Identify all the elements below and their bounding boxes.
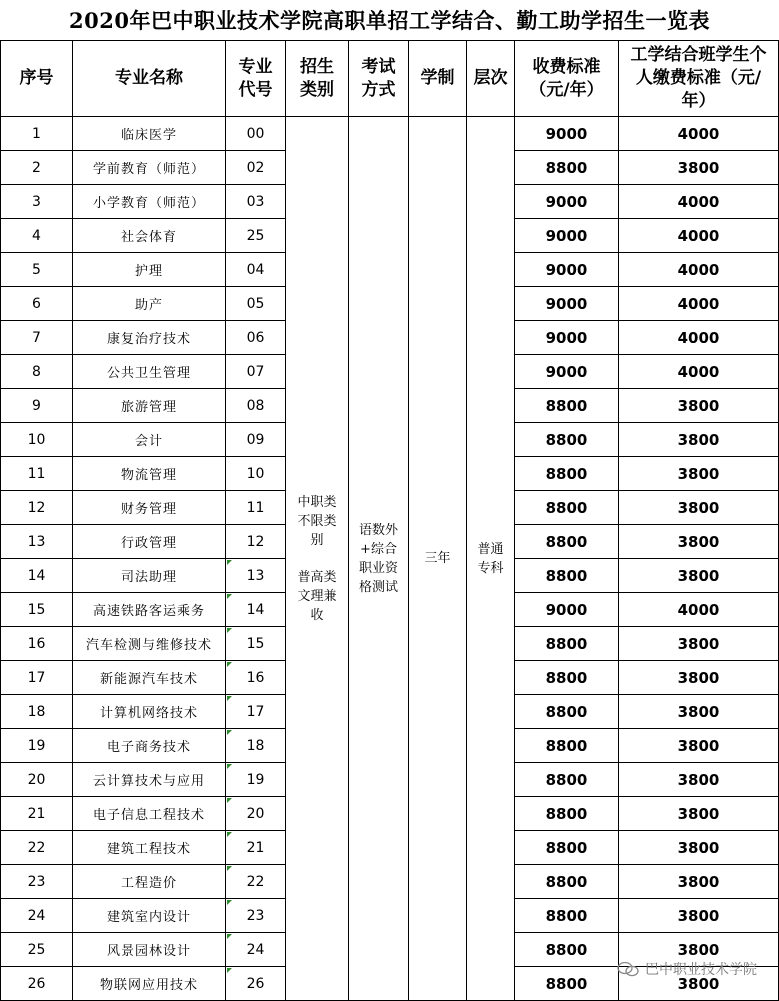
merged-category xyxy=(286,117,349,1001)
row-code-text: 14 xyxy=(246,601,265,618)
row-major-name: 电子信息工程技术 xyxy=(73,797,226,831)
row-major-name: 汽车检测与维修技术 xyxy=(73,627,226,661)
row-fee: 8800 xyxy=(515,967,619,1001)
row-seq: 3 xyxy=(1,185,73,219)
row-work-fee: 3800 xyxy=(619,763,779,797)
row-seq: 2 xyxy=(1,151,73,185)
row-major-code xyxy=(226,627,286,661)
row-code-text: 18 xyxy=(246,737,265,754)
row-seq: 8 xyxy=(1,355,73,389)
row-major-code xyxy=(226,253,286,287)
row-work-fee: 3800 xyxy=(619,729,779,763)
category-line-2: 普高类文理兼收 xyxy=(297,569,337,623)
header-work-fee: 工学结合班学生个人缴费标准（元/年） xyxy=(619,41,779,117)
cell-comment-marker xyxy=(227,798,232,803)
header-row xyxy=(1,41,779,117)
row-work-fee: 3800 xyxy=(619,865,779,899)
cell-comment-marker xyxy=(227,866,232,871)
row-major-code xyxy=(226,763,286,797)
row-fee: 9000 xyxy=(515,355,619,389)
row-code-text: 21 xyxy=(246,839,265,856)
row-fee: 9000 xyxy=(515,593,619,627)
row-fee: 8800 xyxy=(515,559,619,593)
row-major-code xyxy=(226,967,286,1001)
cell-comment-marker xyxy=(227,968,232,973)
row-seq: 10 xyxy=(1,423,73,457)
row-major-name: 风景园林设计 xyxy=(73,933,226,967)
page-title: 2020年巴中职业技术学院高职单招工学结合、勤工助学招生一览表 xyxy=(69,8,710,33)
merged-exam xyxy=(349,117,409,1001)
row-major-code xyxy=(226,525,286,559)
row-major-name: 临床医学 xyxy=(73,117,226,151)
row-code-text: 20 xyxy=(246,805,265,822)
row-code-text: 08 xyxy=(246,397,265,414)
row-seq: 20 xyxy=(1,763,73,797)
row-major-name: 新能源汽车技术 xyxy=(73,661,226,695)
row-code-text: 23 xyxy=(246,907,265,924)
row-major-name: 小学教育（师范） xyxy=(73,185,226,219)
row-major-code xyxy=(226,219,286,253)
row-major-code xyxy=(226,865,286,899)
level-text: 普通专科 xyxy=(477,541,504,576)
row-major-name: 电子商务技术 xyxy=(73,729,226,763)
row-major-name: 护理 xyxy=(73,253,226,287)
watermark xyxy=(617,959,757,979)
row-code-text: 03 xyxy=(246,193,265,210)
row-work-fee: 3800 xyxy=(619,797,779,831)
row-work-fee: 3800 xyxy=(619,491,779,525)
wechat-icon xyxy=(617,962,639,977)
row-seq: 12 xyxy=(1,491,73,525)
cell-comment-marker xyxy=(227,662,232,667)
cell-comment-marker xyxy=(227,764,232,769)
row-code-text: 19 xyxy=(246,771,265,788)
row-code-text: 02 xyxy=(246,159,265,176)
row-code-text: 06 xyxy=(246,329,265,346)
row-seq: 18 xyxy=(1,695,73,729)
row-fee: 8800 xyxy=(515,457,619,491)
row-fee: 9000 xyxy=(515,321,619,355)
row-fee: 8800 xyxy=(515,661,619,695)
row-work-fee: 3800 xyxy=(619,899,779,933)
row-fee: 8800 xyxy=(515,627,619,661)
row-major-code xyxy=(226,729,286,763)
row-major-name: 高速铁路客运乘务 xyxy=(73,593,226,627)
row-major-code xyxy=(226,117,286,151)
header-name: 专业名称 xyxy=(73,41,226,117)
row-major-code xyxy=(226,491,286,525)
row-fee: 8800 xyxy=(515,763,619,797)
row-major-name: 建筑室内设计 xyxy=(73,899,226,933)
row-work-fee: 3800 xyxy=(619,151,779,185)
row-work-fee: 3800 xyxy=(619,423,779,457)
row-code-text: 17 xyxy=(246,703,265,720)
cell-comment-marker xyxy=(227,832,232,837)
merged-level xyxy=(467,117,515,1001)
cell-comment-marker xyxy=(227,560,232,565)
row-work-fee: 4000 xyxy=(619,355,779,389)
row-work-fee: 3800 xyxy=(619,695,779,729)
row-seq: 6 xyxy=(1,287,73,321)
row-fee: 8800 xyxy=(515,899,619,933)
header-level: 层次 xyxy=(467,41,515,117)
row-major-code xyxy=(226,797,286,831)
row-seq: 14 xyxy=(1,559,73,593)
row-major-name: 社会体育 xyxy=(73,219,226,253)
row-seq: 26 xyxy=(1,967,73,1001)
row-code-text: 05 xyxy=(246,295,265,312)
row-major-code xyxy=(226,355,286,389)
header-category: 招生类别 xyxy=(286,41,349,117)
row-major-code xyxy=(226,287,286,321)
row-major-code xyxy=(226,389,286,423)
row-code-text: 16 xyxy=(246,669,265,686)
row-seq: 13 xyxy=(1,525,73,559)
table-row xyxy=(1,117,779,151)
row-major-name: 助产 xyxy=(73,287,226,321)
row-major-code xyxy=(226,457,286,491)
row-code-text: 04 xyxy=(246,261,265,278)
row-work-fee: 4000 xyxy=(619,321,779,355)
row-fee: 9000 xyxy=(515,287,619,321)
row-fee: 9000 xyxy=(515,185,619,219)
header-code: 专业代号 xyxy=(226,41,286,117)
row-major-name: 行政管理 xyxy=(73,525,226,559)
row-fee: 8800 xyxy=(515,491,619,525)
row-code-text: 13 xyxy=(246,567,265,584)
row-code-text: 10 xyxy=(246,465,265,482)
header-exam: 考试方式 xyxy=(349,41,409,117)
row-seq: 23 xyxy=(1,865,73,899)
row-fee: 8800 xyxy=(515,389,619,423)
row-code-text: 15 xyxy=(246,635,265,652)
row-major-code xyxy=(226,423,286,457)
row-major-name: 云计算技术与应用 xyxy=(73,763,226,797)
row-major-name: 建筑工程技术 xyxy=(73,831,226,865)
row-fee: 8800 xyxy=(515,729,619,763)
row-code-text: 26 xyxy=(246,975,265,992)
row-major-code xyxy=(226,559,286,593)
row-work-fee: 3800 xyxy=(619,933,779,967)
row-seq: 16 xyxy=(1,627,73,661)
row-fee: 8800 xyxy=(515,525,619,559)
row-major-code xyxy=(226,593,286,627)
cell-comment-marker xyxy=(227,628,232,633)
row-major-name: 公共卫生管理 xyxy=(73,355,226,389)
cell-comment-marker xyxy=(227,934,232,939)
row-major-name: 旅游管理 xyxy=(73,389,226,423)
row-major-code xyxy=(226,933,286,967)
row-seq: 22 xyxy=(1,831,73,865)
row-major-code xyxy=(226,661,286,695)
row-code-text: 11 xyxy=(246,499,265,516)
row-work-fee: 3800 xyxy=(619,831,779,865)
row-fee: 9000 xyxy=(515,219,619,253)
watermark-text: 巴中职业技术学院 xyxy=(645,962,757,978)
row-work-fee: 4000 xyxy=(619,593,779,627)
row-work-fee: 4000 xyxy=(619,219,779,253)
row-code-text: 07 xyxy=(246,363,265,380)
row-work-fee: 3800 xyxy=(619,389,779,423)
row-code-text: 22 xyxy=(246,873,265,890)
row-work-fee: 4000 xyxy=(619,287,779,321)
row-work-fee: 3800 xyxy=(619,967,779,1001)
row-code-text: 00 xyxy=(246,125,265,142)
row-code-text: 09 xyxy=(246,431,265,448)
row-fee: 8800 xyxy=(515,865,619,899)
row-fee: 9000 xyxy=(515,253,619,287)
row-seq: 4 xyxy=(1,219,73,253)
row-work-fee: 4000 xyxy=(619,253,779,287)
row-major-code xyxy=(226,899,286,933)
row-fee: 8800 xyxy=(515,695,619,729)
row-major-name: 计算机网络技术 xyxy=(73,695,226,729)
header-seq: 序号 xyxy=(1,41,73,117)
row-seq: 9 xyxy=(1,389,73,423)
row-major-code xyxy=(226,321,286,355)
row-seq: 15 xyxy=(1,593,73,627)
enrollment-table xyxy=(0,40,779,1001)
row-work-fee: 3800 xyxy=(619,559,779,593)
row-seq: 19 xyxy=(1,729,73,763)
row-major-name: 物联网应用技术 xyxy=(73,967,226,1001)
row-seq: 21 xyxy=(1,797,73,831)
row-seq: 24 xyxy=(1,899,73,933)
row-major-name: 司法助理 xyxy=(73,559,226,593)
row-seq: 7 xyxy=(1,321,73,355)
row-seq: 17 xyxy=(1,661,73,695)
cell-comment-marker xyxy=(227,900,232,905)
row-seq: 1 xyxy=(1,117,73,151)
category-line-1: 中职类不限类别 xyxy=(297,494,337,548)
row-code-text: 25 xyxy=(246,227,265,244)
row-major-name: 学前教育（师范） xyxy=(73,151,226,185)
row-fee: 8800 xyxy=(515,831,619,865)
header-fee: 收费标准（元/年） xyxy=(515,41,619,117)
row-major-code xyxy=(226,695,286,729)
row-major-name: 财务管理 xyxy=(73,491,226,525)
cell-comment-marker xyxy=(227,696,232,701)
row-work-fee: 3800 xyxy=(619,525,779,559)
row-work-fee: 4000 xyxy=(619,117,779,151)
row-major-name: 物流管理 xyxy=(73,457,226,491)
cell-comment-marker xyxy=(227,594,232,599)
row-work-fee: 3800 xyxy=(619,661,779,695)
row-major-code xyxy=(226,831,286,865)
row-code-text: 12 xyxy=(246,533,265,550)
row-major-code xyxy=(226,151,286,185)
row-seq: 5 xyxy=(1,253,73,287)
row-fee: 8800 xyxy=(515,423,619,457)
row-code-text: 24 xyxy=(246,941,265,958)
cell-comment-marker xyxy=(227,730,232,735)
row-major-name: 会计 xyxy=(73,423,226,457)
row-seq: 25 xyxy=(1,933,73,967)
row-work-fee: 3800 xyxy=(619,457,779,491)
row-fee: 8800 xyxy=(515,797,619,831)
row-major-code xyxy=(226,185,286,219)
row-fee: 9000 xyxy=(515,117,619,151)
row-major-name: 工程造价 xyxy=(73,865,226,899)
merged-duration: 三年 xyxy=(409,117,467,1001)
row-fee: 8800 xyxy=(515,151,619,185)
header-duration: 学制 xyxy=(409,41,467,117)
row-work-fee: 3800 xyxy=(619,627,779,661)
row-seq: 11 xyxy=(1,457,73,491)
exam-text: 语数外+综合职业资格测试 xyxy=(358,522,398,595)
row-work-fee: 4000 xyxy=(619,185,779,219)
row-major-name: 康复治疗技术 xyxy=(73,321,226,355)
row-fee: 8800 xyxy=(515,933,619,967)
